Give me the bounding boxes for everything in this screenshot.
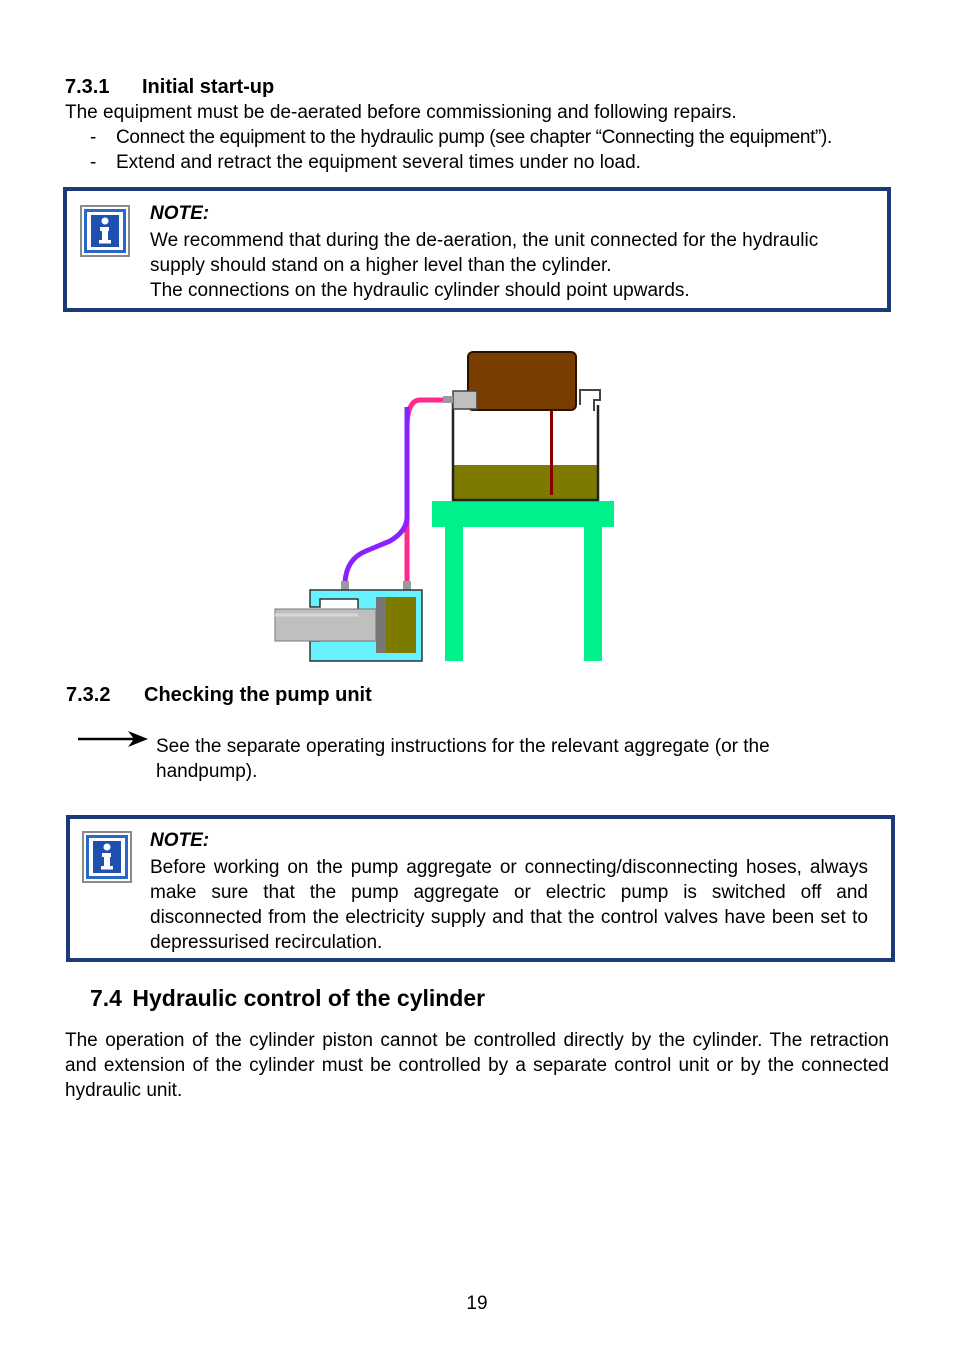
bullet-item [90, 150, 910, 175]
section-number: 7.3.2 [66, 684, 111, 706]
bullet-text: Connect the equipment to the hydraulic pump (see chapter “Connecting the equipment”). [116, 127, 832, 148]
note-box [63, 187, 891, 312]
section-7-4-heading [90, 985, 485, 1012]
arrow-right-icon [78, 729, 150, 749]
note-text-line: We recommend that during the de-aeration, the unit connected for the hydraulic [150, 230, 819, 251]
note-text-line: The connections on the hydraulic cylinder should point upwards. [150, 280, 690, 301]
cylinder-oil [386, 597, 416, 653]
info-icon [82, 831, 132, 883]
arrow-reference-text: See the separate operating instructions for the relevant aggregate (or the handpump). [156, 736, 770, 782]
pump-connector-nipple [443, 396, 453, 403]
pump-connector [453, 391, 477, 409]
piston [376, 597, 386, 653]
section-title: Checking the pump unit [144, 684, 372, 706]
note-title: NOTE: [150, 203, 210, 224]
table-top [432, 501, 614, 527]
section-7-3-1-heading [65, 76, 275, 99]
note-text-line: supply should stand on a higher level than the cylinder. [150, 255, 612, 276]
bullet-text: Extend and retract the equipment several times under no load. [116, 152, 641, 173]
motor [468, 352, 576, 410]
page-number: 19 [466, 1293, 488, 1314]
section-number: 7.3.1 [65, 76, 110, 98]
bullet-marker: - [90, 152, 97, 173]
info-icon [80, 205, 130, 257]
section-7-4-paragraph: The operation of the cylinder piston cannot be controlled directly by the cylinder. The retraction and extension of the cylinder must be controlled by a separate control unit or by the connected hydraulic unit. [65, 1030, 889, 1101]
hose-pressure [407, 400, 443, 585]
bullet-item [90, 125, 910, 150]
hose-return [345, 407, 407, 585]
table-leg-right [584, 527, 602, 661]
note-text: Before working on the pump aggregate or connecting/disconnecting hoses, always make sure that the pump aggregate or electric pump is switched off and disconnected from the electricity supply and that the control valves have been set to depressurised recirculation. [150, 857, 868, 953]
note-title: NOTE: [150, 830, 210, 851]
oil-level [453, 465, 598, 500]
bullet-marker: - [90, 127, 97, 148]
intro-paragraph: The equipment must be de-aerated before commissioning and following repairs. [65, 102, 737, 123]
deaeration-figure [270, 345, 620, 667]
section-title: Initial start-up [142, 76, 275, 98]
section-title: Hydraulic control of the cylinder [132, 985, 486, 1011]
table-leg-left [445, 527, 463, 661]
suction-line [550, 403, 553, 495]
section-7-3-2-heading [66, 684, 372, 707]
note-box [66, 815, 895, 962]
section-number: 7.4 [90, 985, 122, 1011]
